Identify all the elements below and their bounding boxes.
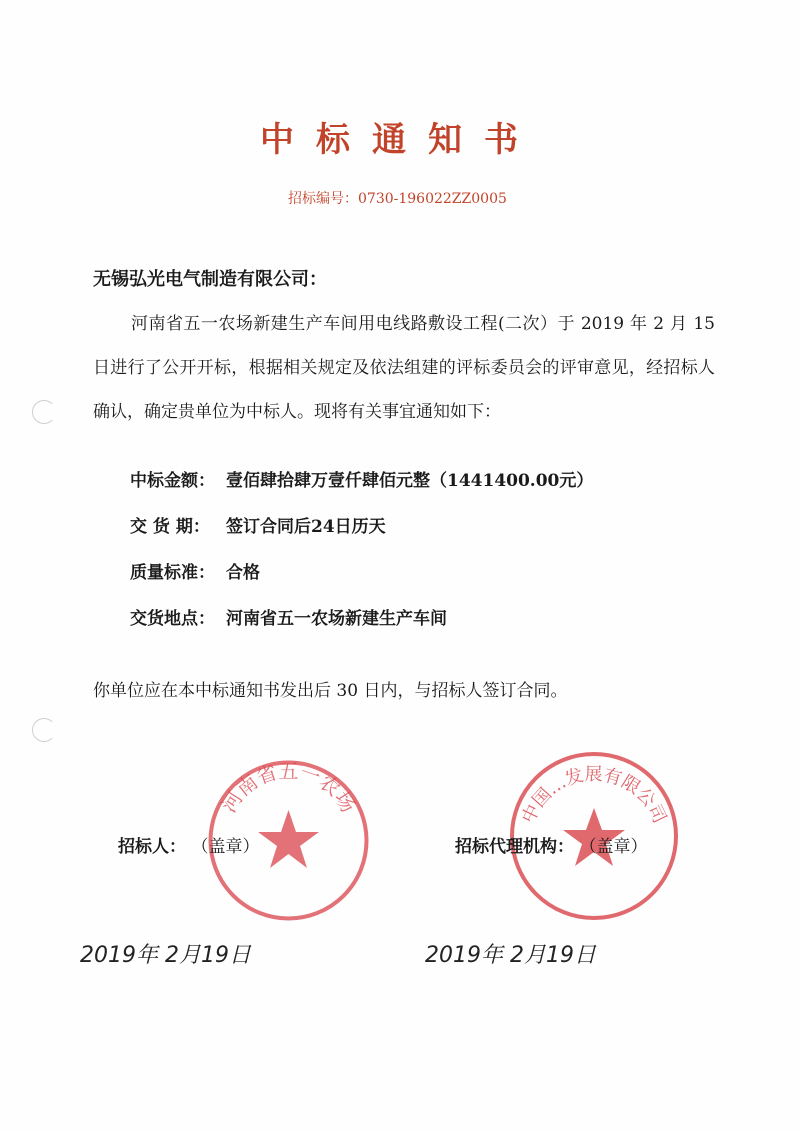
term-row-delivery-period <box>130 504 593 550</box>
notice-body: 河南省五一农场新建生产车间用电线路敷设工程(二次）于 2019 年 2 月 15 日进行了公开开标，根据相关规定及依法组建的评标委员会的评审意见，经招标人确认，确定贵单位为中标人。现将有关事宜通知如下： <box>93 314 715 422</box>
term-row-quality <box>130 550 593 596</box>
punch-hole-mark <box>32 718 56 742</box>
term-row-amount <box>130 458 593 504</box>
tenderer-seal-text: （盖章） <box>200 837 260 857</box>
punch-hole-mark <box>32 400 56 424</box>
term-label: 质量标准： <box>130 563 215 583</box>
bid-number-label: 招标编号： <box>288 191 358 207</box>
term-row-delivery-location <box>130 596 593 642</box>
terms-list <box>130 458 593 642</box>
contract-note: 你单位应在本中标通知书发出后 30 日内，与招标人签订合同。 <box>93 681 568 701</box>
agent-signature <box>455 832 648 857</box>
bid-number <box>288 188 507 208</box>
handwritten-date-right: 2019年 2月19日 <box>425 943 596 968</box>
term-label: 交货地点： <box>130 609 215 629</box>
agent-seal-text: （盖章） <box>588 837 648 857</box>
addressee: 无锡弘光电气制造有限公司： <box>93 269 327 290</box>
term-value: 合格 <box>226 563 260 583</box>
term-value: 河南省五一农场新建生产车间 <box>226 609 447 629</box>
term-value: 签订合同后24日历天 <box>226 517 386 537</box>
tenderer-signature <box>118 832 260 857</box>
document-title: 中标通知书 <box>260 120 540 160</box>
stamp-text: 河南省五一农场 <box>216 758 361 817</box>
agent-label: 招标代理机构： <box>455 837 574 857</box>
term-label: 交 货 期： <box>130 517 210 537</box>
svg-text:河南省五一农场 <box>217 759 361 817</box>
term-value: 壹佰肆拾肆万壹仟肆佰元整（1441400.00元） <box>226 471 594 491</box>
handwritten-date-left: 2019年 2月19日 <box>80 943 251 968</box>
term-label: 中标金额： <box>130 471 215 491</box>
stamp-text: 中国...发展有限公司 <box>518 764 670 827</box>
bid-number-value: 0730-196022ZZ0005 <box>358 191 507 207</box>
tenderer-label: 招标人： <box>118 837 186 857</box>
